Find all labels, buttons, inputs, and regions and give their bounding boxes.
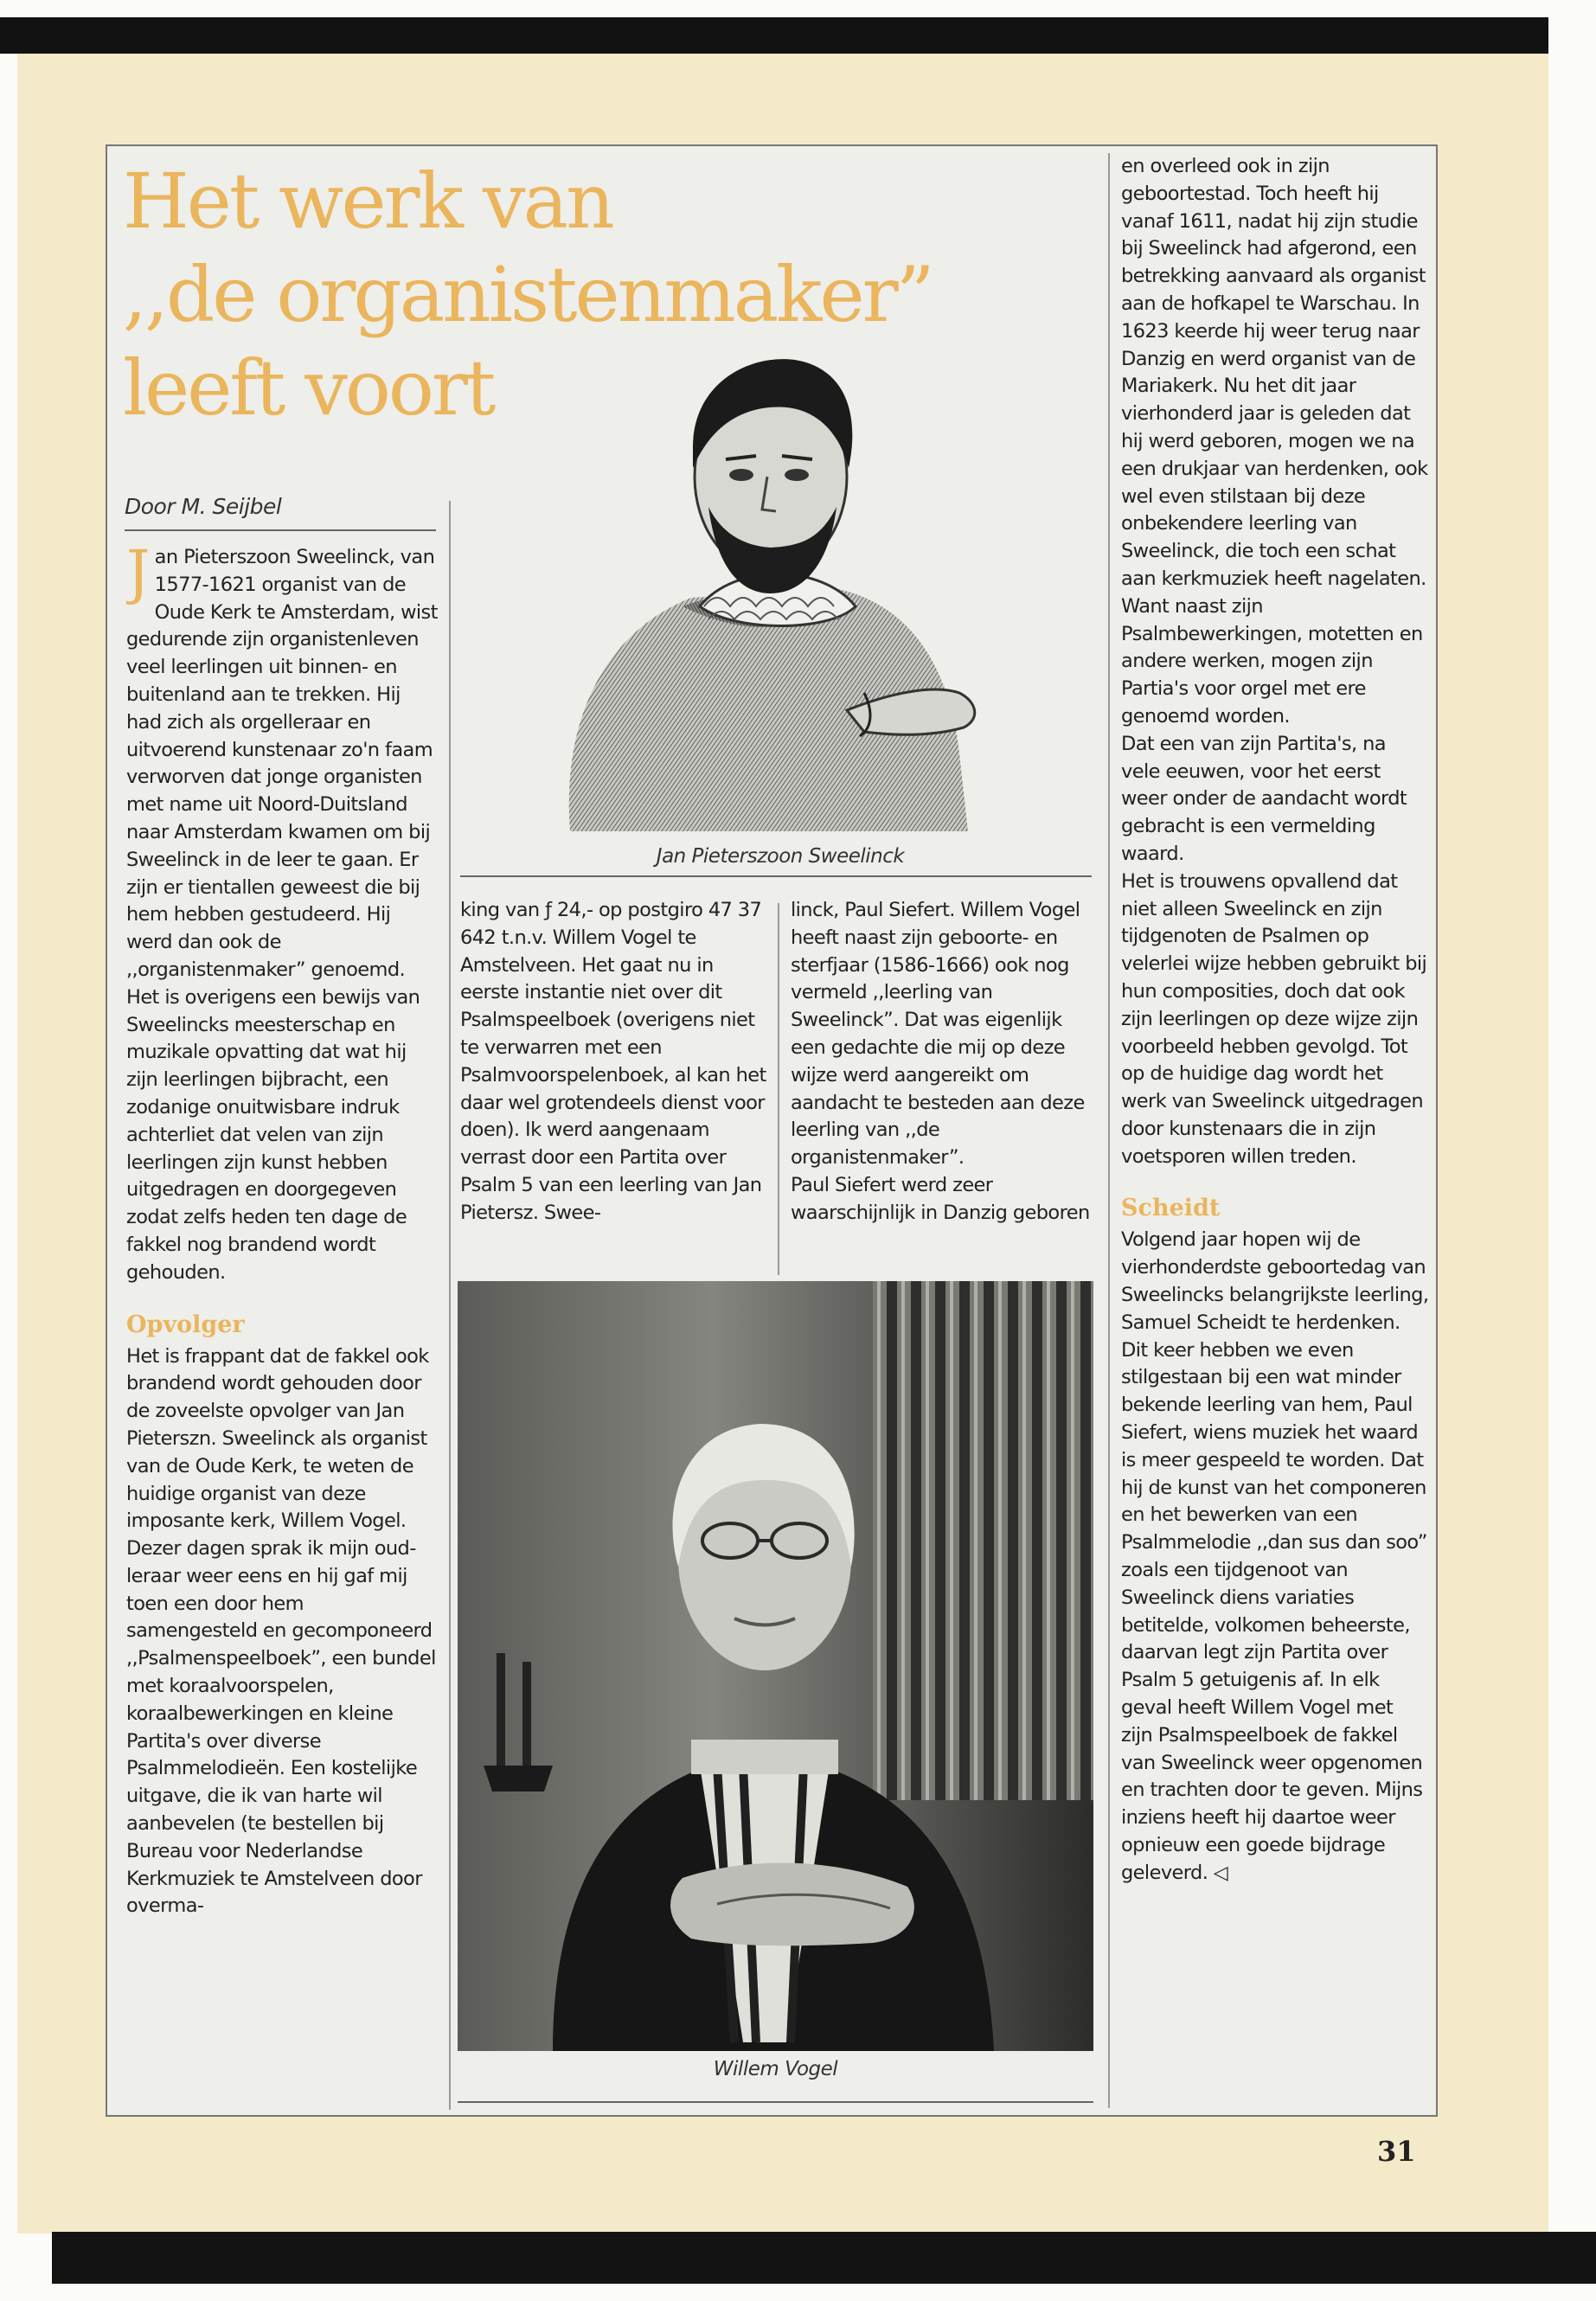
- column-divider-2: [778, 903, 779, 1275]
- caption-rule-vogel: [458, 2101, 1093, 2103]
- caption-sweelinck: Jan Pieterszoon Sweelinck: [656, 845, 905, 868]
- column-divider-1: [449, 501, 451, 2110]
- subhead-opvolger: Opvolger: [126, 1311, 245, 1338]
- column-4-paragraph-4: [1121, 1227, 1429, 1887]
- article-frame: [106, 144, 1438, 2117]
- opvolger-paragraph: Het is frappant dat de fakkel ook brandend wordt gehouden door de zoveelste opvolger van Jan Pieterszn. Sweelinck als organist van de Oude Kerk, te weten de huidige organist van deze imposante kerk, Willem Vogel. Dezer dagen sprak ik mijn oud-leraar weer eens en hij gaf mij toen een door hem samengesteld en gecomponeerd ,,Psalmenspeelboek”, een bundel met koraalvoorspelen, koraalbewerkingen en kleine Partita's over diverse Psalmmelodieën. Een kostelijke uitgave, die ik van harte wil aanbevelen (te bestellen bij Bureau voor Nederlandse Kerkmuziek te Amstelveen door overma-: [126, 1344, 436, 1918]
- subhead-scheidt: Scheidt: [1121, 1195, 1221, 1222]
- column-2-text: king van ƒ 24,- op postgiro 47 37 642 t.n.v. Willem Vogel te Amstelveen. Het gaat nu in eerste instantie niet over dit Psalmspeelboek (overigens niet te verwarren met een Psalmvoorspelenboek, al kan het daar wel grotendeels dienst voor doen). Ik werd aangenaam verrast door een Partita over Psalm 5 van een leerling van Jan Pietersz. Swee-: [460, 899, 766, 1224]
- sweelinck-engraving: [544, 347, 1080, 831]
- page-number: 31: [1377, 2135, 1416, 2168]
- title-line-3: leeft voort: [123, 343, 494, 433]
- column-4: [1121, 153, 1429, 2108]
- scan-bottom-edge: [52, 2232, 1596, 2284]
- column-2: [460, 897, 767, 1278]
- byline: Door M. Seijbel: [125, 494, 436, 531]
- caption-vogel: Willem Vogel: [713, 2058, 838, 2080]
- column-divider-3: [1108, 153, 1110, 2108]
- sweelinck-portrait: [544, 347, 1080, 831]
- willem-vogel-photo: [458, 1281, 1093, 2051]
- caption-rule-sweelinck: [460, 875, 1092, 877]
- end-mark-icon: ◁: [1213, 1862, 1228, 1884]
- title-line-1: Het werk van: [123, 157, 612, 246]
- willem-vogel-image: [458, 1281, 1093, 2051]
- closing-text: Volgend jaar hopen wij de vierhonderdste geboortedag van Sweelincks belangrijkste leerling, Samuel Scheidt te herdenken. Dit keer hebben we even stilgestaan bij een wat minder bekende leerling van hem, Paul Siefert, wiens muziek het waard is meer gespeeld te worden. Dat hij de kunst van het componeren en het bewerken van een Psalmmelodie ,,dan sus dan soo” zoals een tijdgenoot van Sweelinck diens variaties betitelde, volkomen beheerste, daarvan legt zijn Partita over Psalm 5 getuigenis af. In elk geval heeft Willem Vogel met zijn Psalmspeelboek de fakkel van Sweelinck weer opgenomen en trachten door te geven. Mijns inziens heeft hij daartoe weer opnieuw een goede bijdrage geleverd.: [1121, 1228, 1429, 1884]
- intro-paragraph: [126, 544, 438, 1287]
- column-4-paragraph-2: Dat een van zijn Partita's, na vele eeuwen, voor het eerst weer onder de aandacht wordt gebracht is een vermelding waard.: [1121, 732, 1407, 865]
- title-line-2: ,,de organistenmaker”: [123, 250, 933, 339]
- column-4-paragraph-1: en overleed ook in zijn geboortestad. Toch heeft hij vanaf 1611, nadat hij zijn studie bij Sweelinck had afgerond, een betrekking aanvaard als organist aan de hofkapel te Warschau. In 1623 keerde hij weer terug naar Danzig en werd organist van de Mariakerk. Nu het dit jaar vierhonderd jaar is geleden dat hij werd geboren, mogen we na een drukjaar van herdenken, ook wel even stilstaan bij deze onbekendere leerling van Sweelinck, die toch een schat aan kerkmuziek heeft nagelaten. Want naast zijn Psalmbewerkingen, motetten en andere werken, mogen zijn Partia's voor orgel met ere genoemd worden.: [1121, 155, 1428, 727]
- column-3-text-2: Paul Siefert werd zeer waarschijnlijk in Danzig geboren: [791, 1173, 1090, 1224]
- column-4-paragraph-3: Het is trouwens opvallend dat niet alleen Sweelinck en zijn tijdgenoten de Psalmen op velerlei wijze hebben gebruikt bij hun composities, doch dat ook zijn leerlingen op deze wijze zijn voorbeeld hebben gevolgd. Tot op de huidige dag wordt het werk van Sweelinck uitgedragen door kunstenaars die in zijn voetsporen willen treden.: [1121, 869, 1427, 1168]
- column-1: [126, 544, 438, 2101]
- intro-text: an Pieterszoon Sweelinck, van 1577-1621 organist van de Oude Kerk te Amsterdam, wist gedurende zijn organistenleven veel leerlingen uit binnen- en buitenland aan te trekken. Hij had zich als orgelleraar en uitvoerend kunstenaar zo'n faam verworven dat jonge organisten met name uit Noord-Duitsland naar Amsterdam kwamen om bij Sweelinck in de leer te gaan. Er zijn er tientallen geweest die bij hem hebben gestudeerd. Hij werd dan ook de ,,organistenmaker” genoemd. Het is overigens een bewijs van Sweelincks meesterschap en muzikale opvatting dat wat hij zijn leerlingen bijbracht, een zodanige onuitwisbare indruk achterliet dat velen van zijn leerlingen zijn kunst hebben uitgedragen en doorgegeven zodat zelfs heden ten dage de fakkel nog brandend wordt gehouden.: [126, 546, 438, 1284]
- column-3-text: linck, Paul Siefert. Willem Vogel heeft naast zijn geboorte- en sterfjaar (1586-1666) ook nog vermeld ,,leerling van Sweelinck”. Dat was eigenlijk een gedachte die mij op deze wijze werd aangereikt om aandacht te besteden aan deze leerling van ,,de organistenmaker”.: [791, 899, 1085, 1170]
- drop-cap: J: [126, 544, 150, 607]
- column-3: [791, 897, 1098, 1278]
- scan-top-edge: [0, 17, 1548, 54]
